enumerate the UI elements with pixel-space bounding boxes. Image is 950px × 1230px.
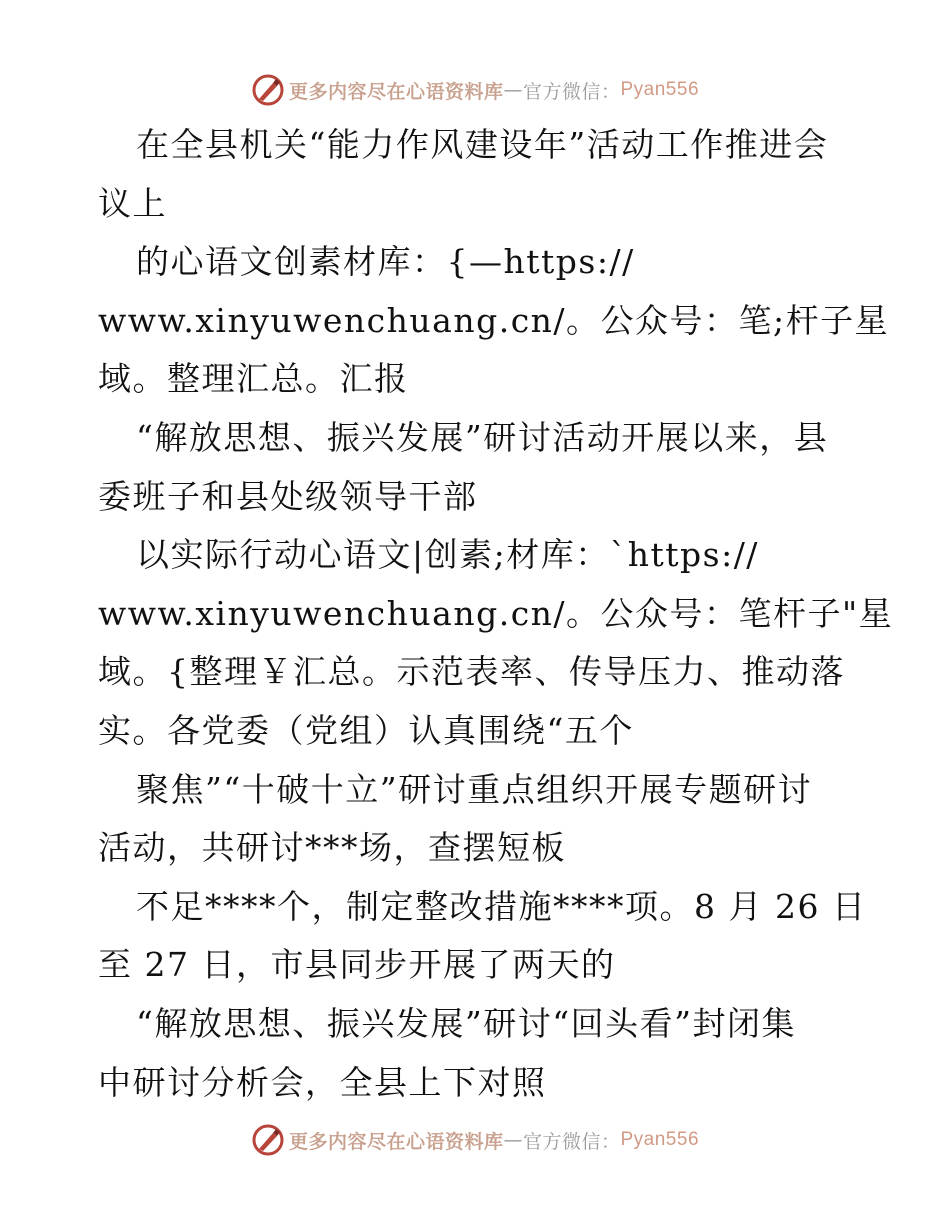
text-line: “解放思想、振兴发展”研讨“回头看”封闭集	[136, 1003, 796, 1043]
text-line: 议上	[98, 183, 167, 223]
watermark-wechat-id: Pyan556	[620, 1129, 700, 1150]
text-line: 不足****个，制定整改措施****项。8 月 26 日	[136, 886, 867, 926]
document-body	[98, 116, 894, 1112]
pen-circle-logo-icon	[251, 1123, 285, 1157]
text-line: 中研讨分析会，全县上下对照	[98, 1062, 547, 1102]
text-line: 活动，共研讨***场，查摆短板	[98, 828, 566, 868]
watermark-banner-top	[0, 72, 950, 108]
watermark-official-text: 官方微信：	[522, 1130, 621, 1153]
watermark-banner-bottom	[0, 1122, 950, 1158]
watermark-separator: —	[503, 1129, 523, 1151]
watermark-official-text: 官方微信：	[522, 80, 621, 103]
text-line: 至 27 日，市县同步开展了两天的	[98, 945, 616, 985]
text-line: 委班子和县处级领导干部	[98, 476, 478, 516]
watermark-separator: —	[503, 79, 523, 101]
text-line: 域。{整理￥汇总。示范表率、传导压力、推动落	[98, 652, 845, 692]
text-line: www.xinyuwenchuang.cn/。公众号：笔杆子"星	[98, 593, 894, 633]
text-line: 域。整理汇总。汇报	[98, 359, 409, 399]
watermark-wechat-id: Pyan556	[620, 79, 700, 100]
watermark-library-text: 更多内容尽在心语资料库	[288, 80, 504, 103]
text-line: 聚焦”“十破十立”研讨重点组织开展专题研讨	[136, 769, 813, 809]
text-line: www.xinyuwenchuang.cn/。公众号：笔;杆子星	[98, 300, 890, 340]
pen-circle-logo-icon	[251, 73, 285, 107]
watermark-library-text: 更多内容尽在心语资料库	[288, 1130, 504, 1153]
text-line: 在全县机关“能力作风建设年”活动工作推进会	[136, 125, 829, 164]
text-line: 的心语文创素材库：{—https://	[136, 242, 635, 282]
text-line: “解放思想、振兴发展”研讨活动开展以来，县	[136, 417, 829, 457]
text-line: 以实际行动心语文|创素;材库：`https://	[136, 535, 759, 575]
text-line: 实。各党委（党组）认真围绕“五个	[98, 710, 634, 750]
